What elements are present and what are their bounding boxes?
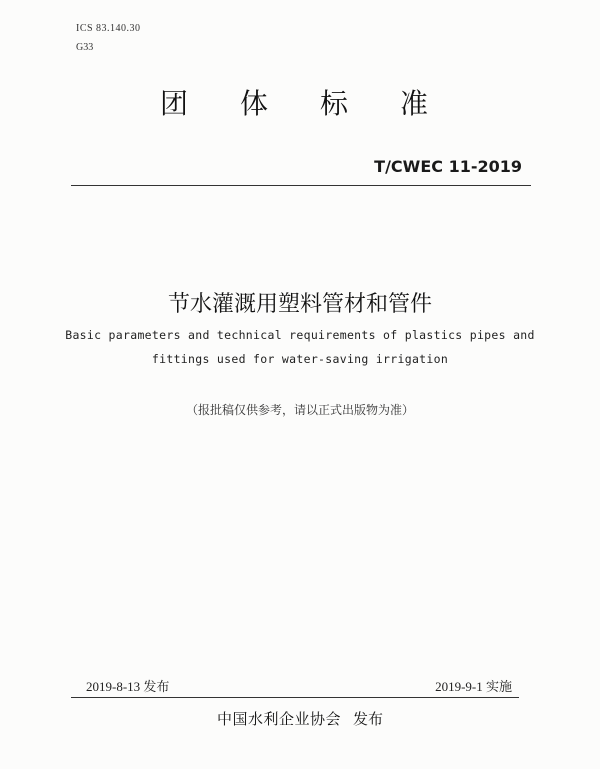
draft-note: （报批稿仅供参考，请以正式出版物为准） xyxy=(185,403,414,417)
implementation-date: 2019-9-1 实施 xyxy=(435,679,512,694)
title-chinese: 节水灌溉用塑料管材和管件 xyxy=(167,292,432,317)
publish-action: 发布 xyxy=(353,710,384,728)
ccs-code: G33 xyxy=(76,42,94,53)
ics-code: ICS 83.140.30 xyxy=(76,23,141,34)
standard-number: T/CWEC 11-2019 xyxy=(374,157,522,176)
header-divider xyxy=(71,185,531,186)
title-english-line-1: Basic parameters and technical requirements of plastics pipes and xyxy=(65,328,535,342)
document-type-heading: 团体标准 xyxy=(160,87,481,120)
publisher-organization: 中国水利企业协会 xyxy=(216,710,341,728)
issue-date: 2019-8-13 发布 xyxy=(86,679,170,694)
title-english-line-2: fittings used for water-saving irrigation xyxy=(151,352,449,366)
publisher-line xyxy=(0,708,600,729)
footer-divider xyxy=(71,697,519,698)
